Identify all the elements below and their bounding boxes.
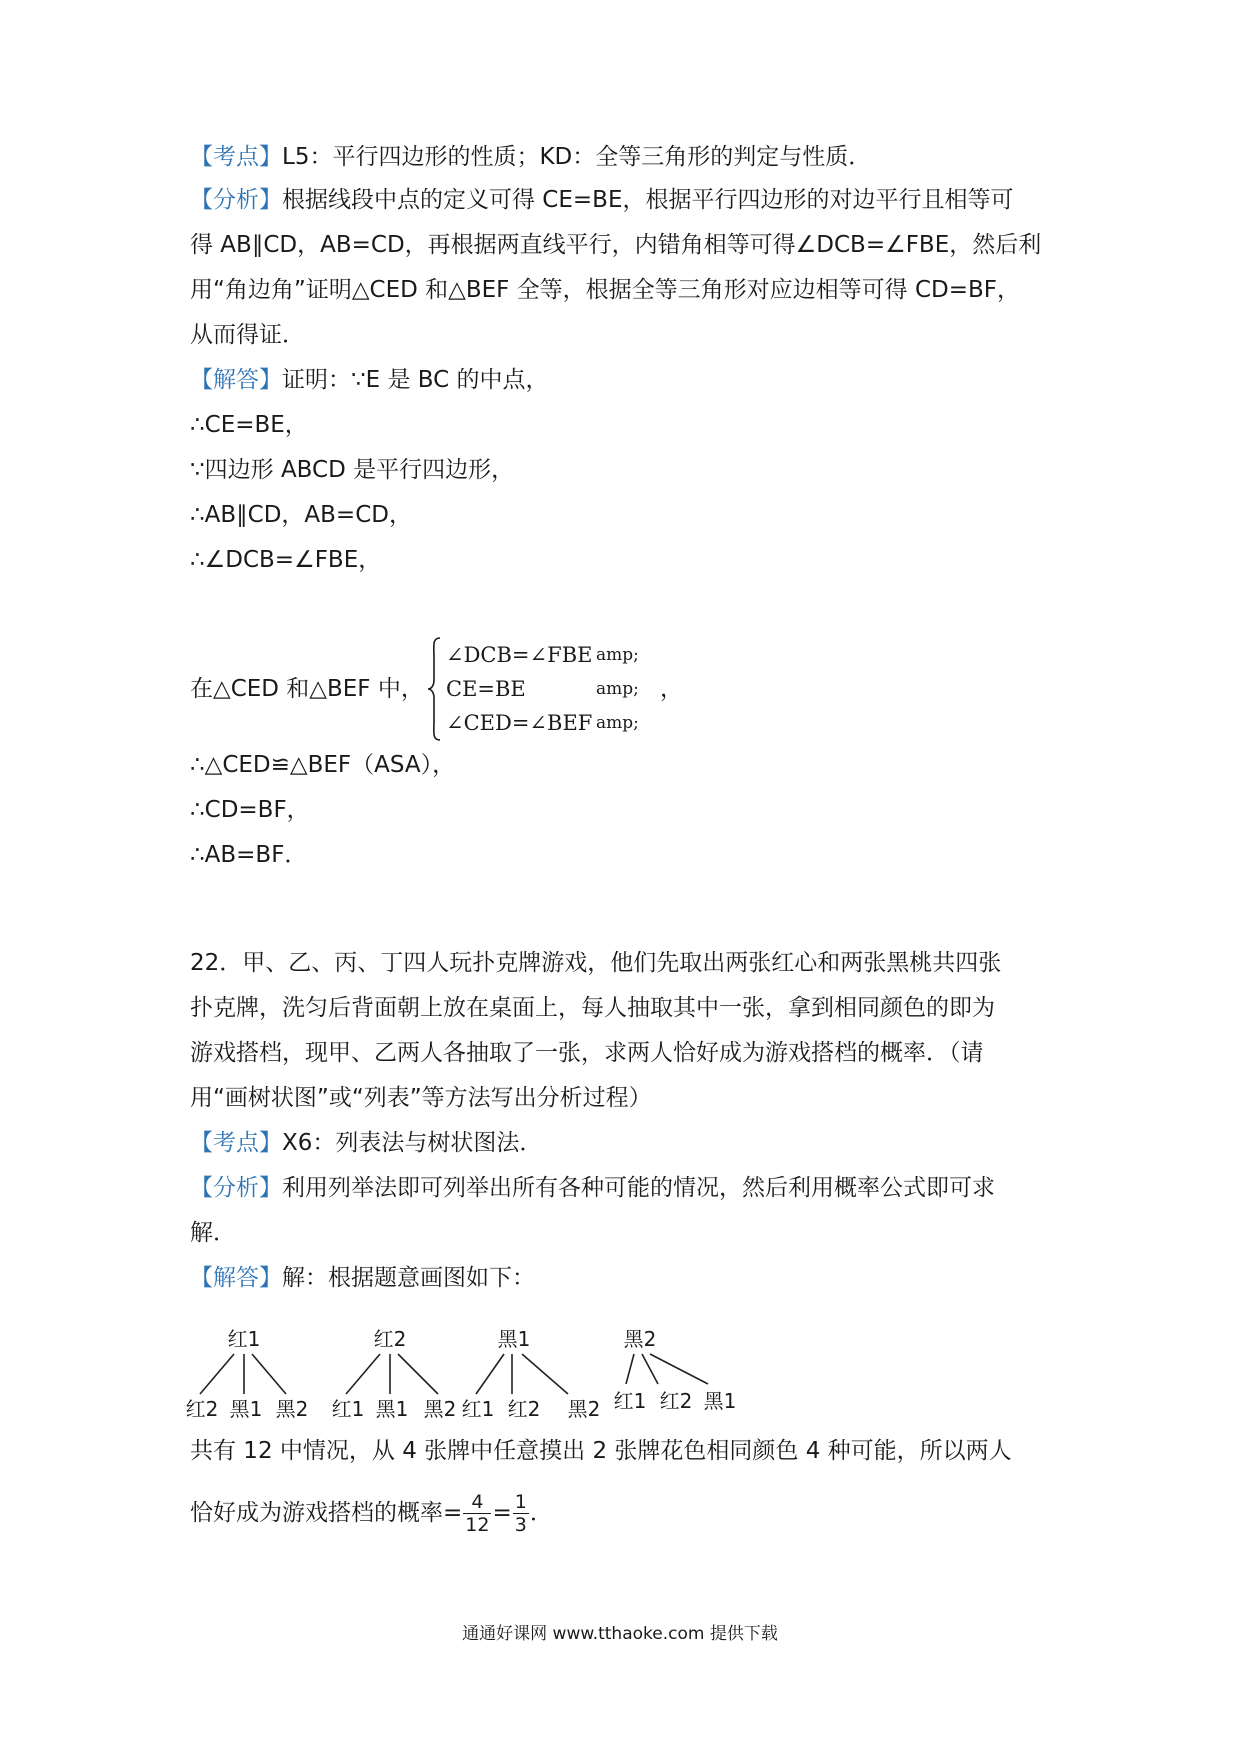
system-expr: CE=BE xyxy=(446,677,526,701)
kaodian-tag: 【考点】 xyxy=(190,144,282,170)
result-line-2 xyxy=(190,1488,553,1538)
fenxi-line-1 xyxy=(190,185,1014,215)
fenxi-line-3: 用“角边角”证明△CED 和△BEF 全等，根据全等三角形对应边相等可得 CD=BF， xyxy=(190,277,1021,303)
fraction-numerator: 1 xyxy=(514,1491,527,1513)
fenxi-line-2: 得 AB∥CD，AB=CD，再根据两直线平行，内错角相等可得∠DCB=∠FBE，然后利 xyxy=(190,232,1042,258)
left-brace-icon xyxy=(427,636,441,742)
system-expr: ∠CED=∠BEF xyxy=(446,711,593,735)
tree-leaf: 红1 xyxy=(613,1389,647,1413)
fenxi-tag: 【分析】 xyxy=(190,187,282,213)
proof-step: ∵四边形 ABCD 是平行四边形， xyxy=(190,457,515,483)
jieda-tag: 【解答】 xyxy=(190,1265,282,1291)
tree-group xyxy=(332,1327,457,1421)
tree-root: 黑2 xyxy=(623,1327,657,1351)
tree-group xyxy=(186,1327,308,1421)
proof-step: ∴AB∥CD，AB=CD， xyxy=(190,502,412,528)
kaodian-text: L5：平行四边形的性质；KD：全等三角形的判定与性质． xyxy=(282,144,872,170)
jieda-text: 解：根据题意画图如下： xyxy=(282,1265,535,1291)
question-line: 用“画树状图”或“列表”等方法写出分析过程） xyxy=(190,1085,652,1111)
fraction-numerator: 4 xyxy=(463,1491,491,1514)
tree-leaf: 红2 xyxy=(659,1389,693,1413)
fenxi-line-6: 解． xyxy=(190,1220,236,1246)
system-row xyxy=(446,640,639,670)
tree-root: 黑1 xyxy=(497,1327,531,1351)
result-end: ． xyxy=(529,1500,553,1526)
kaodian-line-1 xyxy=(190,142,871,172)
jieda-tag: 【解答】 xyxy=(190,367,282,393)
tree-leaf: 黑2 xyxy=(275,1397,309,1421)
fenxi-line-5 xyxy=(190,1173,995,1203)
question-line: 22．甲、乙、丙、丁四人玩扑克牌游戏，他们先取出两张红心和两张黑桃共四张 xyxy=(190,950,1002,976)
tree-group xyxy=(614,1327,737,1413)
system-tail: ， xyxy=(660,676,683,702)
system-amp: amp; xyxy=(596,713,639,733)
tree-leaf: 黑1 xyxy=(229,1397,263,1421)
tree-diagram xyxy=(186,1326,746,1422)
equals-sign: = xyxy=(492,1500,512,1526)
equation-system xyxy=(190,636,710,742)
jieda-line-2 xyxy=(190,1263,535,1293)
tree-leaf: 黑1 xyxy=(375,1397,409,1421)
tree-root: 红2 xyxy=(373,1327,407,1351)
system-expr: ∠DCB=∠FBE xyxy=(446,643,593,667)
system-amp: amp; xyxy=(596,679,639,699)
tree-leaf: 黑1 xyxy=(703,1389,737,1413)
jieda-text: 证明：∵E 是 BC 的中点， xyxy=(282,367,549,393)
proof-step: ∴CE=BE， xyxy=(190,412,308,438)
fraction-denominator: 3 xyxy=(514,1514,527,1536)
result-prefix: 恰好成为游戏搭档的概率= xyxy=(190,1500,463,1526)
result-line-1: 共有 12 中情况，从 4 张牌中任意摸出 2 张牌花色相同颜色 4 种可能，所以两人 xyxy=(190,1438,1012,1464)
fenxi-text: 根据线段中点的定义可得 CE=BE，根据平行四边形的对边平行且相等可 xyxy=(282,187,1014,213)
system-amp: amp; xyxy=(596,645,639,665)
conclusion-step: ∴△CED≌△BEF（ASA）， xyxy=(190,752,456,778)
tree-leaf: 红2 xyxy=(186,1397,219,1421)
kaodian-text: X6：列表法与树状图法． xyxy=(282,1130,543,1156)
jieda-line-1 xyxy=(190,365,549,395)
tree-leaf: 黑2 xyxy=(567,1397,601,1421)
question-line: 扑克牌，洗匀后背面朝上放在桌面上，每人抽取其中一张，拿到相同颜色的即为 xyxy=(190,995,995,1021)
kaodian-tag: 【考点】 xyxy=(190,1130,282,1156)
tree-leaf: 红1 xyxy=(331,1397,365,1421)
fraction-denominator: 12 xyxy=(465,1514,490,1536)
fenxi-tag: 【分析】 xyxy=(190,1175,282,1201)
tree-leaf: 红2 xyxy=(507,1397,541,1421)
system-lead: 在△CED 和△BEF 中， xyxy=(190,676,424,702)
kaodian-line-2 xyxy=(190,1128,542,1158)
fraction xyxy=(513,1491,529,1536)
conclusion-step: ∴CD=BF， xyxy=(190,797,310,823)
system-row xyxy=(446,708,639,738)
fenxi-line-4: 从而得证． xyxy=(190,322,305,348)
conclusion-step: ∴AB=BF． xyxy=(190,842,308,868)
question-line: 游戏搭档，现甲、乙两人各抽取了一张，求两人恰好成为游戏搭档的概率．（请 xyxy=(190,1040,984,1066)
system-row xyxy=(446,674,639,704)
fraction xyxy=(463,1491,491,1536)
proof-step: ∴∠DCB=∠FBE， xyxy=(190,547,382,573)
page-footer: 通通好课网 www.tthaoke.com 提供下载 xyxy=(462,1624,778,1644)
tree-group xyxy=(462,1327,601,1421)
fenxi-text: 利用列举法即可列举出所有各种可能的情况，然后利用概率公式即可求 xyxy=(282,1175,995,1201)
tree-leaf: 黑2 xyxy=(423,1397,457,1421)
tree-leaf: 红1 xyxy=(461,1397,495,1421)
tree-root: 红1 xyxy=(227,1327,261,1351)
